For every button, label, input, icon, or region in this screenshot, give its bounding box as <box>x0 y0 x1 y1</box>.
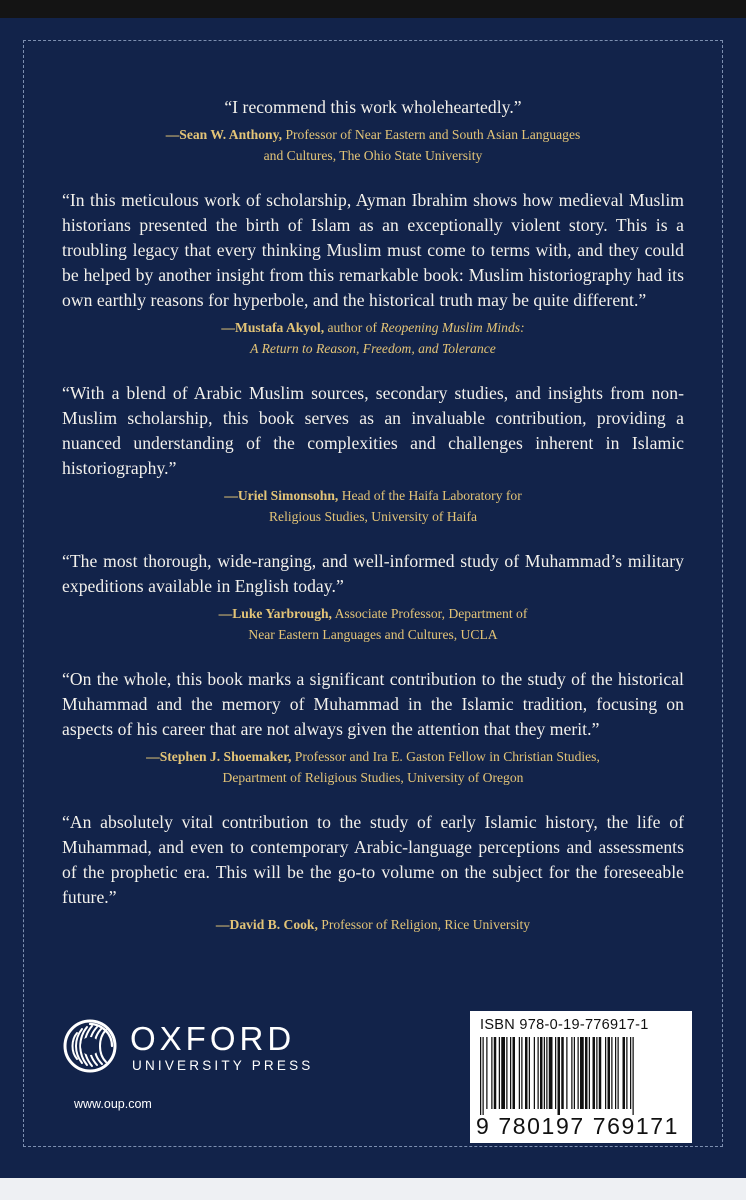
barcode-number: 9 780197 769171 <box>476 1113 680 1139</box>
blurb-author: —Stephen J. Shoemaker, <box>146 749 292 764</box>
barcode-bar <box>513 1037 516 1109</box>
top-edge <box>0 0 746 18</box>
barcode-bar <box>529 1037 530 1109</box>
barcode-bar <box>534 1037 535 1109</box>
blurb-affiliation: Near Eastern Languages and Cultures, UCLA <box>248 627 498 642</box>
blurb-quote: “An absolutely vital contribution to the study of early Islamic history, the life of Muhammad, and even to contemporary Arabic-language perceptions and assessments of the prophetic era. This will be the go-to volume on the subject for the foreseeable future.” <box>62 812 684 907</box>
blurb-affiliation: Professor of Near Eastern and South Asian Languages <box>285 127 581 142</box>
blurb-cook <box>62 810 684 935</box>
barcode-bar <box>546 1037 547 1109</box>
oxford-swirl-logo-icon <box>62 1018 118 1074</box>
barcode-bar <box>608 1037 611 1109</box>
barcode-bars <box>478 1037 684 1115</box>
barcode-bar <box>618 1037 619 1109</box>
blurb-book-title: Reopening Muslim Minds: <box>380 320 525 335</box>
blurb-author: —Luke Yarbrough, <box>218 606 332 621</box>
blurb-affiliation: Head of the Haifa Laboratory for <box>341 488 522 503</box>
blurb-attribution <box>62 485 684 527</box>
barcode-bar <box>630 1037 631 1109</box>
barcode-bar <box>596 1037 597 1109</box>
blurb-attribution <box>62 124 684 166</box>
barcode-bar <box>549 1037 553 1109</box>
barcode-bar <box>578 1037 579 1109</box>
isbn-label: ISBN 978-0-19-776917-1 <box>480 1017 649 1033</box>
barcode-bar <box>611 1037 612 1109</box>
barcode-bar <box>605 1037 606 1109</box>
barcode-bar <box>626 1037 627 1109</box>
blurb-attribution <box>62 914 684 935</box>
barcode-bar <box>566 1037 567 1109</box>
blurb-simonsohn <box>62 381 684 527</box>
blurb-affiliation: Associate Professor, Department of <box>334 606 528 621</box>
isbn-barcode <box>470 1011 692 1143</box>
barcode-bar <box>599 1037 602 1109</box>
barcode-bar <box>510 1037 511 1109</box>
publisher-url: www.oup.com <box>74 1097 152 1111</box>
blurb-affiliation: and Cultures, The Ohio State University <box>263 148 483 163</box>
blurb-attribution <box>62 603 684 645</box>
blurb-affiliation: Department of Religious Studies, University of Oregon <box>222 770 524 785</box>
barcode-bar <box>501 1037 505 1109</box>
barcode-bar <box>483 1037 484 1115</box>
barcode-bar <box>571 1037 572 1109</box>
barcode-bar <box>580 1037 584 1109</box>
publisher-subtitle: UNIVERSITY PRESS <box>132 1058 314 1073</box>
blurb-shoemaker <box>62 667 684 788</box>
blurb-yarbrough <box>62 549 684 645</box>
barcode-bar <box>593 1037 596 1109</box>
barcode-bar <box>538 1037 539 1109</box>
publisher-logo <box>62 1018 322 1074</box>
barcode-bar <box>589 1037 590 1109</box>
blurb-author: —Sean W. Anthony, <box>165 127 283 142</box>
blurb-anthony <box>62 95 684 166</box>
blurb-affiliation: Professor of Religion, Rice University <box>321 917 531 932</box>
barcode-bar <box>519 1037 520 1109</box>
barcode-bar <box>521 1037 522 1109</box>
blurb-book-title: A Return to Reason, Freedom, and Tolerance <box>250 341 496 356</box>
blurb-quote: “On the whole, this book marks a significant contribution to the study of the historical Muhammad and the memory of Muhammad in the Islamic tradition, focusing on aspects of his career that are not always given the attention that they merit.” <box>62 669 684 739</box>
blurb-affiliation: Religious Studies, University of Haifa <box>268 509 478 524</box>
blurb-attribution <box>62 746 684 788</box>
barcode-bar <box>574 1037 575 1109</box>
barcode-bar <box>494 1037 497 1109</box>
barcode-bar <box>623 1037 626 1109</box>
blurb-author: —David B. Cook, <box>215 917 318 932</box>
barcode-bar <box>486 1037 487 1109</box>
barcode-bar <box>544 1037 545 1109</box>
barcode-bar <box>506 1037 507 1109</box>
bottom-edge <box>0 1178 746 1200</box>
blurb-quote: “I recommend this work wholeheartedly.” <box>224 97 522 117</box>
blurb-attribution <box>62 317 684 359</box>
blurb-author: —Uriel Simonsohn, <box>224 488 339 503</box>
blurb-quote: “The most thorough, wide-ranging, and well-informed study of Muhammad’s military expeditions available in English today.” <box>62 551 684 596</box>
barcode-bar <box>585 1037 588 1109</box>
barcode-bar <box>561 1037 564 1109</box>
blurb-quote: “In this meticulous work of scholarship, Ayman Ibrahim shows how medieval Muslim historians presented the birth of Islam as an exceptionally violent story. This is a troubling legacy that every thinking Muslim must come to terms with, and they could be helped by another insight from this remarkable book: Muslim historiography had its own earthly reasons for hyperbole, and the historical truth may be quite different.” <box>62 190 684 310</box>
blurb-affiliation: author of <box>327 320 377 335</box>
barcode-bar <box>480 1037 481 1115</box>
blurb-quote: “With a blend of Arabic Muslim sources, secondary studies, and insights from non-Muslim scholarship, this book serves as an invaluable contribution, providing a nuanced understanding of the complexities and challenges inherent in Islamic historiography.” <box>62 383 684 478</box>
barcode-bar <box>633 1037 634 1115</box>
blurb-affiliation: Professor and Ira E. Gaston Fellow in Christian Studies, <box>294 749 600 764</box>
barcode-bar <box>558 1037 561 1115</box>
publisher-name: OXFORD <box>130 1020 296 1057</box>
barcode-bar <box>615 1037 616 1109</box>
barcode-bar <box>555 1037 556 1109</box>
blurbs <box>62 95 684 935</box>
barcode-bar <box>499 1037 500 1109</box>
barcode-bar <box>491 1037 492 1109</box>
blurb-akyol <box>62 188 684 359</box>
blurb-author: —Mustafa Akyol, <box>221 320 325 335</box>
barcode-bar <box>540 1037 543 1109</box>
barcode-bar <box>525 1037 528 1109</box>
